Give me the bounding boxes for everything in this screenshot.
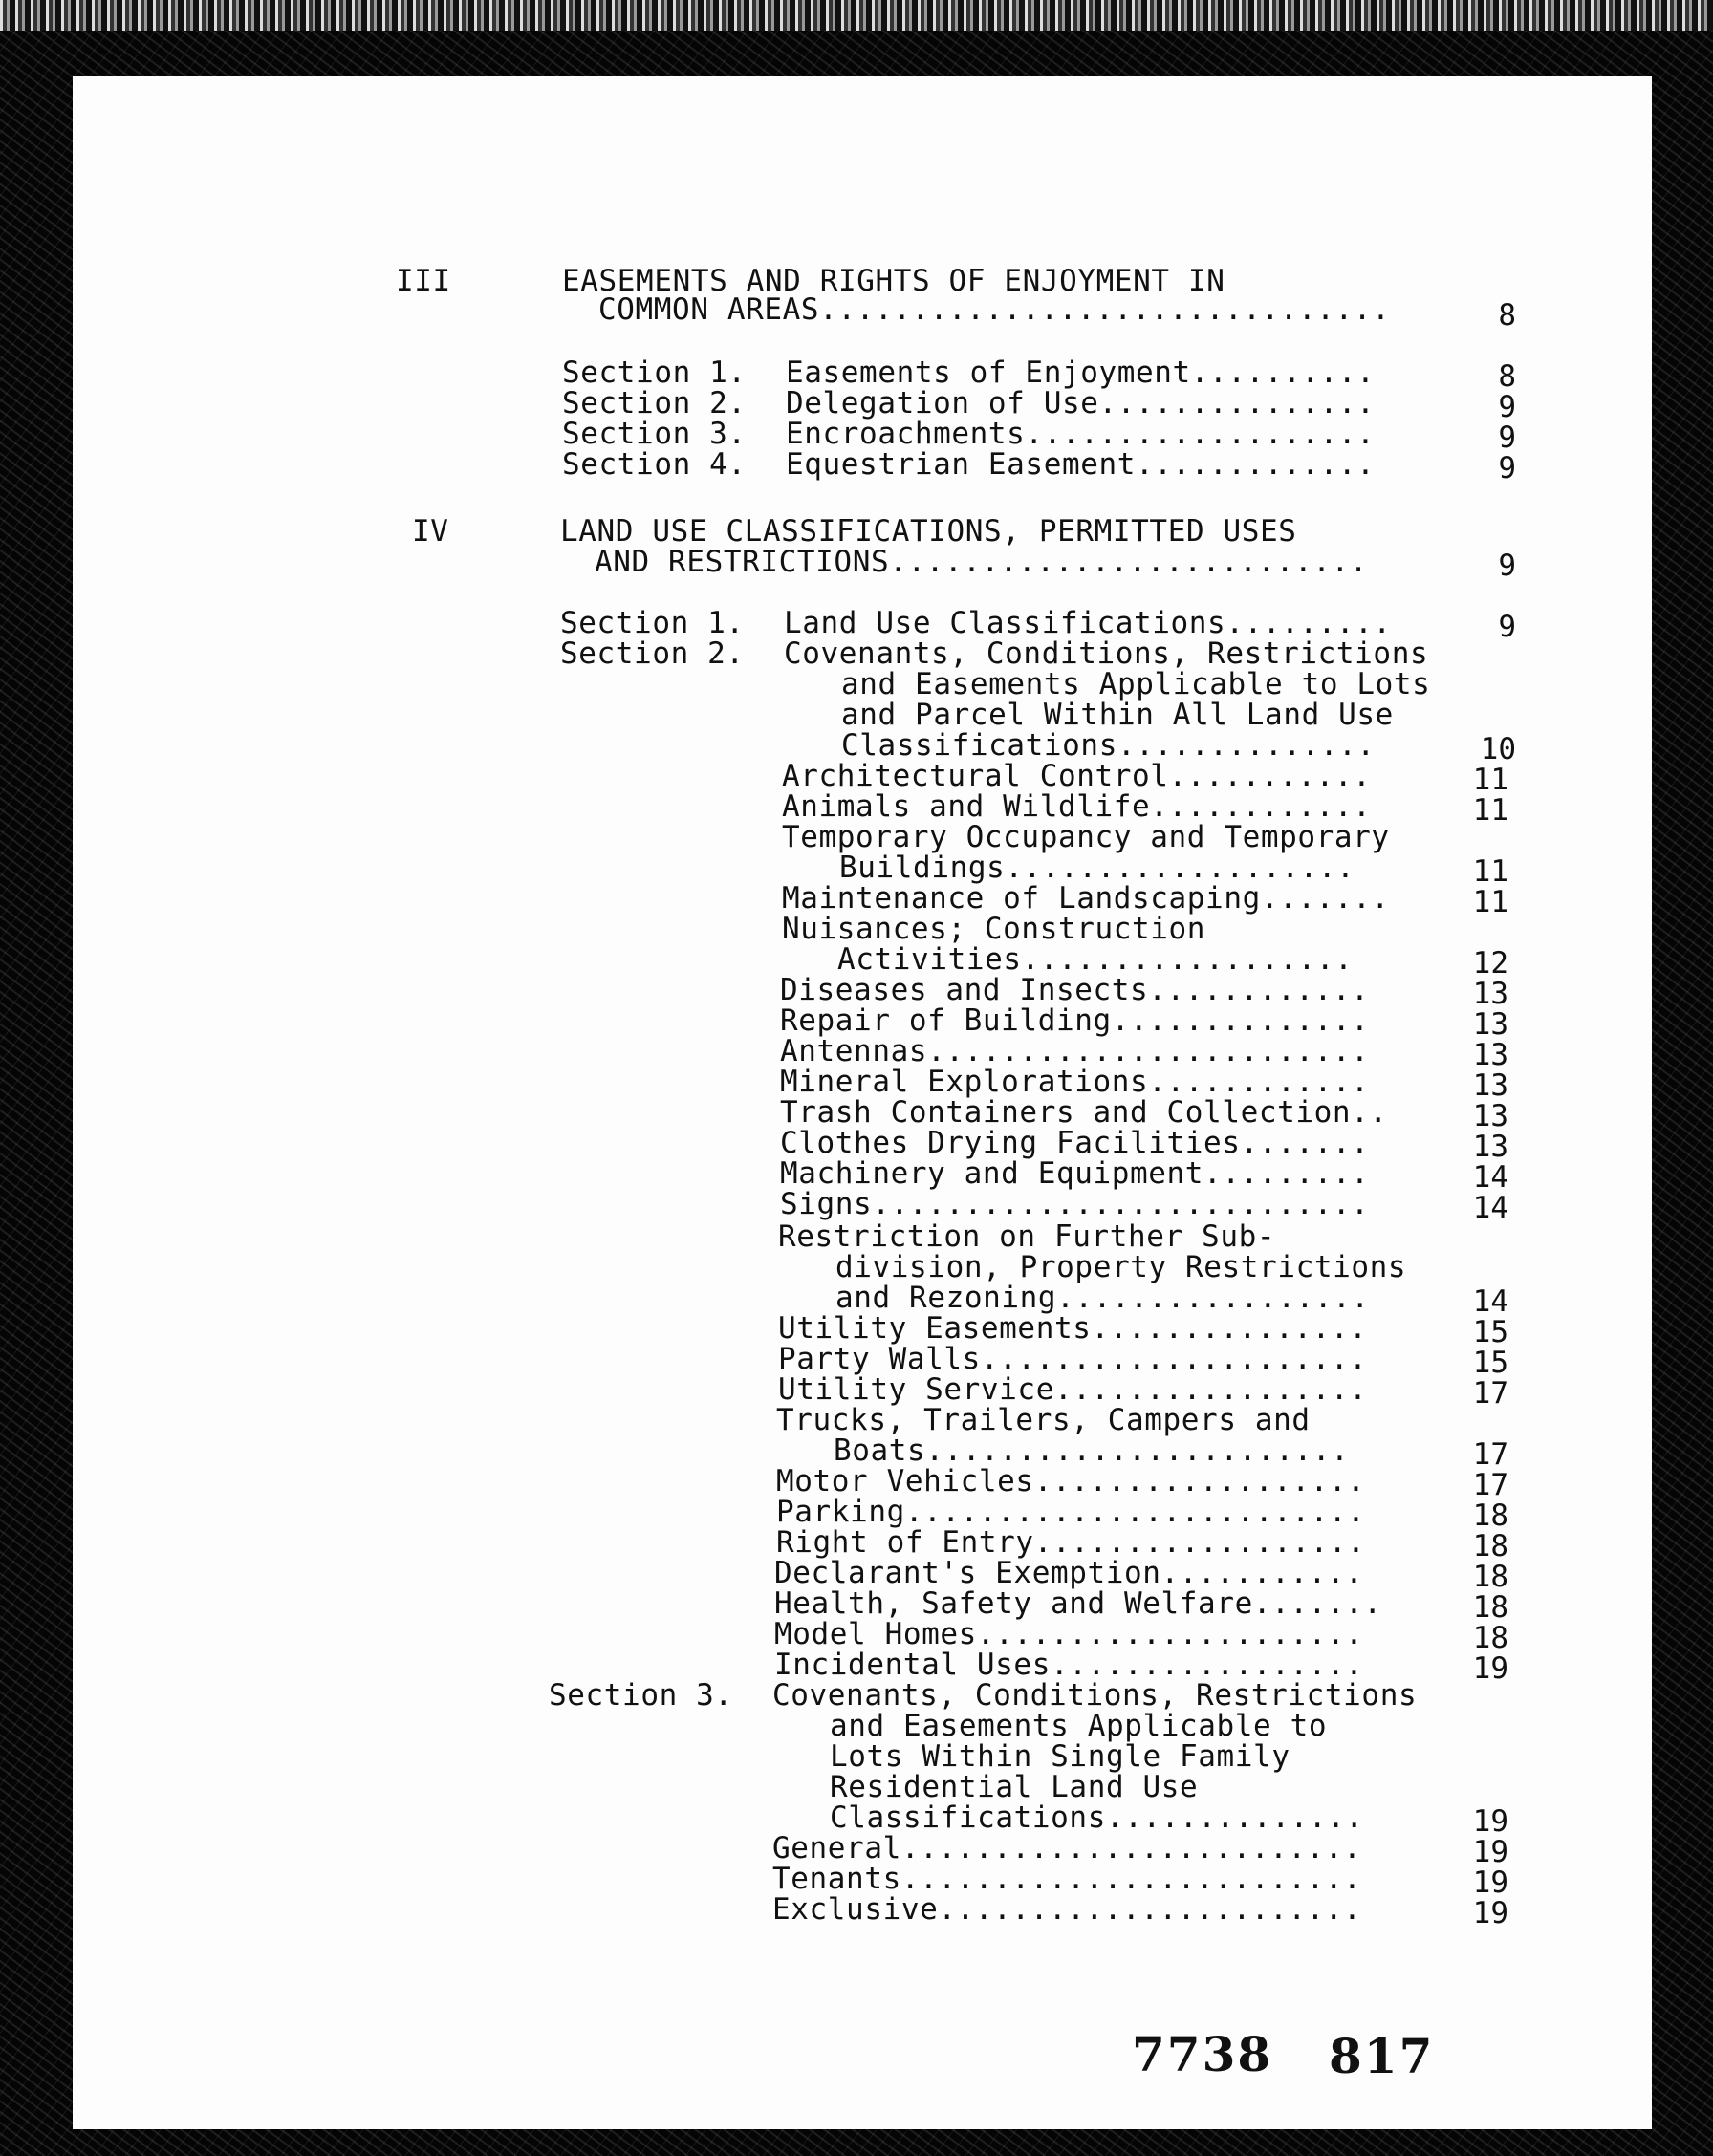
page-number: 9 <box>1498 420 1516 455</box>
toc-item: and Rezoning................. <box>835 1281 1370 1315</box>
page-number: 19 <box>1472 1896 1508 1930</box>
page-number: 15 <box>1472 1346 1508 1380</box>
toc-item: Restriction on Further Sub- <box>778 1219 1276 1254</box>
article-numeral: III <box>396 264 451 298</box>
page-number: 12 <box>1472 946 1508 981</box>
toc-item: Boats....................... <box>834 1434 1350 1468</box>
page-number: 19 <box>1472 1865 1508 1900</box>
toc-item: Maintenance of Landscaping....... <box>782 881 1390 916</box>
toc-item: Tenants......................... <box>772 1862 1362 1896</box>
page-number: 13 <box>1472 1068 1508 1103</box>
section-title: and Easements Applicable to <box>830 1709 1328 1743</box>
page-number: 13 <box>1472 977 1508 1011</box>
page-number: 17 <box>1472 1437 1508 1472</box>
page-number: 19 <box>1472 1651 1508 1686</box>
page-number: 17 <box>1472 1376 1508 1411</box>
section-title: Covenants, Conditions, Restrictions <box>772 1678 1418 1713</box>
article-title-line: COMMON AREAS............................... <box>598 292 1391 327</box>
page-number: 13 <box>1472 1130 1508 1164</box>
page-number: 14 <box>1472 1284 1508 1319</box>
toc-item: Utility Easements............... <box>778 1311 1368 1346</box>
page-number: 17 <box>1472 1468 1508 1502</box>
toc-item: Buildings................... <box>839 851 1355 885</box>
article-title-line: AND RESTRICTIONS.......................... <box>595 545 1369 579</box>
section-title: Easements of Enjoyment.......... <box>786 356 1376 390</box>
section-label: Section 1. <box>562 356 747 390</box>
section-label: Section 4. <box>562 447 747 482</box>
toc-item: Parking......................... <box>776 1495 1366 1529</box>
section-label: Section 3. <box>549 1678 733 1713</box>
toc-item: Party Walls..................... <box>778 1342 1368 1376</box>
page-number: 8 <box>1498 298 1516 333</box>
toc-item: Repair of Building.............. <box>780 1003 1370 1038</box>
scan-noise-strip <box>0 0 1713 31</box>
section-label: Section 3. <box>562 417 747 451</box>
toc-item: Model Homes..................... <box>774 1617 1364 1651</box>
toc-item: Utility Service................. <box>778 1372 1368 1407</box>
section-title: Delegation of Use............... <box>786 386 1376 420</box>
section-title: and Easements Applicable to Lots <box>841 667 1431 701</box>
toc-item: Trucks, Trailers, Campers and <box>776 1403 1311 1437</box>
article-title-line: LAND USE CLASSIFICATIONS, PERMITTED USES <box>560 514 1297 549</box>
section-title: Classifications.............. <box>841 728 1376 763</box>
article-numeral: IV <box>412 514 449 549</box>
page-number: 9 <box>1498 549 1516 583</box>
toc-item: Machinery and Equipment......... <box>780 1156 1370 1191</box>
page-number: 9 <box>1498 390 1516 424</box>
page-number: 18 <box>1472 1498 1508 1533</box>
toc-item: Antennas........................ <box>780 1034 1370 1068</box>
page-number: 9 <box>1498 610 1516 644</box>
section-title: and Parcel Within All Land Use <box>841 698 1394 732</box>
section-title: Land Use Classifications......... <box>784 606 1392 640</box>
page-number: 19 <box>1472 1804 1508 1839</box>
book-number: 7738 <box>1132 2026 1273 2082</box>
page-number: 14 <box>1472 1191 1508 1225</box>
page-number: 11 <box>1472 793 1508 828</box>
toc-item: Signs........................... <box>780 1187 1370 1221</box>
page-number: 19 <box>1472 1835 1508 1869</box>
section-title: Residential Land Use <box>830 1770 1199 1804</box>
toc-item: Clothes Drying Facilities....... <box>780 1126 1370 1160</box>
document-page <box>73 76 1652 2129</box>
toc-item: Incidental Uses................. <box>774 1648 1364 1682</box>
toc-item: Nuisances; Construction <box>782 912 1206 946</box>
page-number: 14 <box>1472 1160 1508 1195</box>
recording-page-number: 817 <box>1329 2028 1435 2084</box>
toc-item: Right of Entry.................. <box>776 1525 1366 1560</box>
toc-item: Temporary Occupancy and Temporary <box>782 820 1390 854</box>
page-number: 18 <box>1472 1621 1508 1655</box>
page-number: 13 <box>1472 1038 1508 1072</box>
section-label: Section 2. <box>562 386 747 420</box>
toc-item: Mineral Explorations............ <box>780 1065 1370 1099</box>
toc-item: General......................... <box>772 1831 1362 1865</box>
toc-item: Activities.................. <box>837 942 1354 977</box>
page-number: 9 <box>1498 451 1516 485</box>
article-title-line: EASEMENTS AND RIGHTS OF ENJOYMENT IN <box>562 264 1225 298</box>
toc-item: Architectural Control........... <box>782 759 1372 793</box>
toc-item: Motor Vehicles.................. <box>776 1464 1366 1498</box>
toc-item: division, Property Restrictions <box>835 1250 1407 1284</box>
toc-item: Diseases and Insects............ <box>780 973 1370 1007</box>
section-title: Covenants, Conditions, Restrictions <box>784 636 1429 671</box>
section-label: Section 2. <box>560 636 745 671</box>
toc-item: Exclusive....................... <box>772 1892 1362 1927</box>
page-number: 18 <box>1472 1590 1508 1625</box>
page-number: 11 <box>1472 854 1508 889</box>
page-number: 13 <box>1472 1007 1508 1042</box>
page-number: 11 <box>1472 763 1508 797</box>
page-number: 11 <box>1472 885 1508 919</box>
page-number: 15 <box>1472 1315 1508 1349</box>
toc-item: Declarant's Exemption........... <box>774 1556 1364 1590</box>
section-label: Section 1. <box>560 606 745 640</box>
section-title: Classifications.............. <box>830 1800 1364 1835</box>
section-title: Lots Within Single Family <box>830 1739 1290 1774</box>
section-title: Equestrian Easement............. <box>786 447 1376 482</box>
page-number: 18 <box>1472 1560 1508 1594</box>
page-number: 8 <box>1498 359 1516 394</box>
page-number: 13 <box>1472 1099 1508 1133</box>
section-title: Encroachments................... <box>786 417 1376 451</box>
toc-item: Animals and Wildlife............ <box>782 789 1372 824</box>
toc-item: Trash Containers and Collection.. <box>780 1095 1388 1130</box>
page-number: 10 <box>1480 732 1516 766</box>
page-number: 18 <box>1472 1529 1508 1563</box>
toc-item: Health, Safety and Welfare....... <box>774 1586 1382 1621</box>
